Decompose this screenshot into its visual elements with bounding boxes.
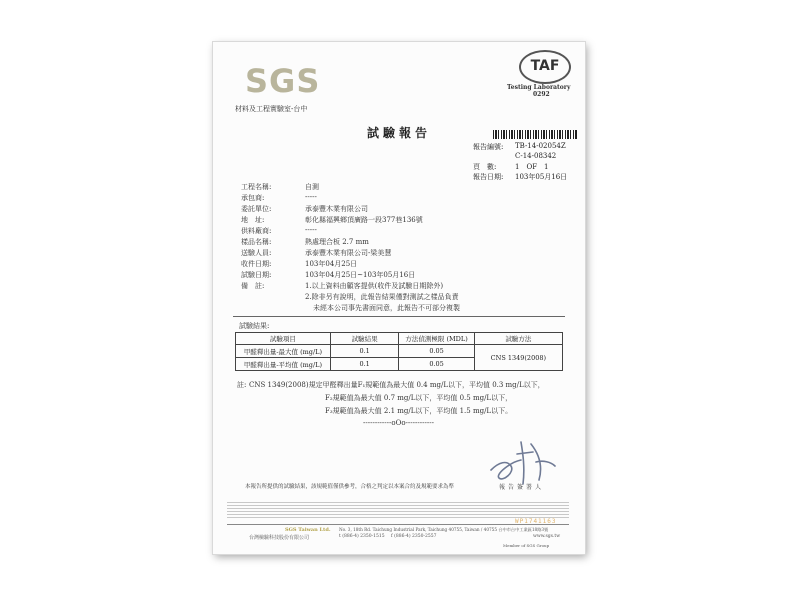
page-count-label: 頁 數:: [473, 163, 497, 171]
report-number-label: 報告編號:: [473, 143, 504, 151]
barcode-icon: [493, 130, 577, 139]
footer-group: Member of SGS Group: [503, 543, 550, 548]
test-mdl: 0.05: [399, 358, 474, 371]
table-header-row: [236, 333, 563, 345]
report-date-value: 103年05月16日: [515, 173, 568, 181]
field-value: 彰化縣福興鄉頂廣路一段377巷136號: [305, 216, 423, 224]
footer-divider: [227, 524, 569, 525]
report-number-value-2: C-14-08342: [515, 152, 557, 160]
test-result: 0.1: [330, 358, 399, 371]
field-value: 熱處理合板 2.7 mm: [305, 238, 369, 246]
field-value: 103年04月25日~103年05月16日: [305, 271, 416, 279]
footer-web: www.sgs.tw: [533, 534, 561, 539]
field-value: 承泰豐木業有限公司-梁美慧: [305, 249, 392, 257]
column-header: 試驗方法: [474, 333, 562, 345]
report-number-value: TB-14-02054Z: [515, 142, 566, 150]
taf-number: 0292: [533, 91, 550, 98]
field-label: 試驗日期:: [241, 271, 272, 279]
field-value: -----: [305, 193, 317, 201]
table-row: [236, 345, 563, 358]
taf-caption: Testing Laboratory: [507, 84, 571, 91]
page-count-value: 1 OF 1: [515, 163, 549, 171]
footer-company-cn: 台灣檢驗科技股份有限公司: [249, 535, 310, 541]
test-result: 0.1: [330, 345, 399, 358]
taf-logo: [519, 50, 571, 84]
results-heading: 試驗結果:: [239, 322, 270, 330]
disclaimer: 本報告所提供的試驗結果，該規範值僅供參考，合格之判定以本案合約及規範要求為準: [245, 484, 455, 490]
footer-fax: f (886-4) 2350-2557: [391, 534, 437, 539]
sgs-logo: SGS: [245, 62, 321, 100]
report-date-label: 報告日期:: [473, 173, 504, 181]
test-item: 甲醛釋出量-最大值 (mg/L): [236, 345, 331, 358]
footer-tel: t (886-4) 2350-1515: [339, 534, 385, 539]
remark-line: 未經本公司事先書面同意，此報告不可部分複製: [313, 304, 460, 312]
note-line: F₃規範值為最大值 2.1 mg/L以下，平均值 1.5 mg/L以下。: [325, 407, 513, 415]
remark-line: 2.除非另有說明，此報告結果僅對測試之樣品負責: [305, 293, 459, 301]
remarks-label: 備 註:: [241, 282, 265, 290]
field-label: 地 址:: [241, 216, 265, 224]
footer-address: No. 3, 18th Rd. Taichung Industrial Park, Taichung 40755, Taiwan / 40755 台中市台中工業區18路3號: [339, 527, 549, 532]
field-value: 自測: [305, 183, 319, 191]
column-header: 方法偵測極限 (MDL): [399, 333, 474, 345]
field-value: 承泰豐木業有限公司: [305, 205, 368, 213]
column-header: 試驗項目: [236, 333, 331, 345]
note-line: CNS 1349(2008)規定甲醛釋出量F₁規範值為最大值 0.4 mg/L以下，平均值 0.3 mg/L以下，: [249, 381, 545, 389]
signatory-label: 報告簽署人: [499, 484, 545, 491]
divider: [233, 316, 565, 317]
lab-name: 材料及工程實驗室-台中: [235, 105, 308, 113]
results-table: [235, 332, 563, 371]
field-value: 103年04月25日: [305, 260, 358, 268]
end-mark: ------------oOo------------: [363, 419, 434, 427]
column-header: 試驗結果: [330, 333, 399, 345]
taf-logo-text: TAF: [530, 58, 560, 74]
remark-line: 1.以上資料由顧客提供(收件及試驗日期除外): [305, 282, 444, 290]
field-label: 承包商:: [241, 194, 265, 202]
test-item: 甲醛釋出量-平均值 (mg/L): [236, 358, 331, 371]
field-label: 供料廠商:: [241, 227, 272, 235]
document-title: 試驗報告: [366, 126, 431, 140]
notes-label: 註:: [237, 381, 247, 389]
test-mdl: 0.05: [399, 345, 474, 358]
test-report-document: [213, 42, 585, 554]
field-label: 樣品名稱:: [241, 238, 272, 246]
note-line: F₂規範值為最大值 0.7 mg/L以下，平均值 0.5 mg/L以下，: [325, 394, 513, 402]
serial-stamp: WP1741163: [515, 518, 557, 525]
field-label: 收件日期:: [241, 260, 272, 268]
field-label: 工程名稱:: [241, 183, 272, 191]
field-label: 送驗人員:: [241, 249, 272, 257]
field-value: -----: [305, 226, 317, 234]
field-label: 委託單位:: [241, 205, 272, 213]
footer-company: SGS Taiwan Ltd.: [285, 527, 331, 533]
test-method: CNS 1349(2008): [474, 345, 562, 371]
